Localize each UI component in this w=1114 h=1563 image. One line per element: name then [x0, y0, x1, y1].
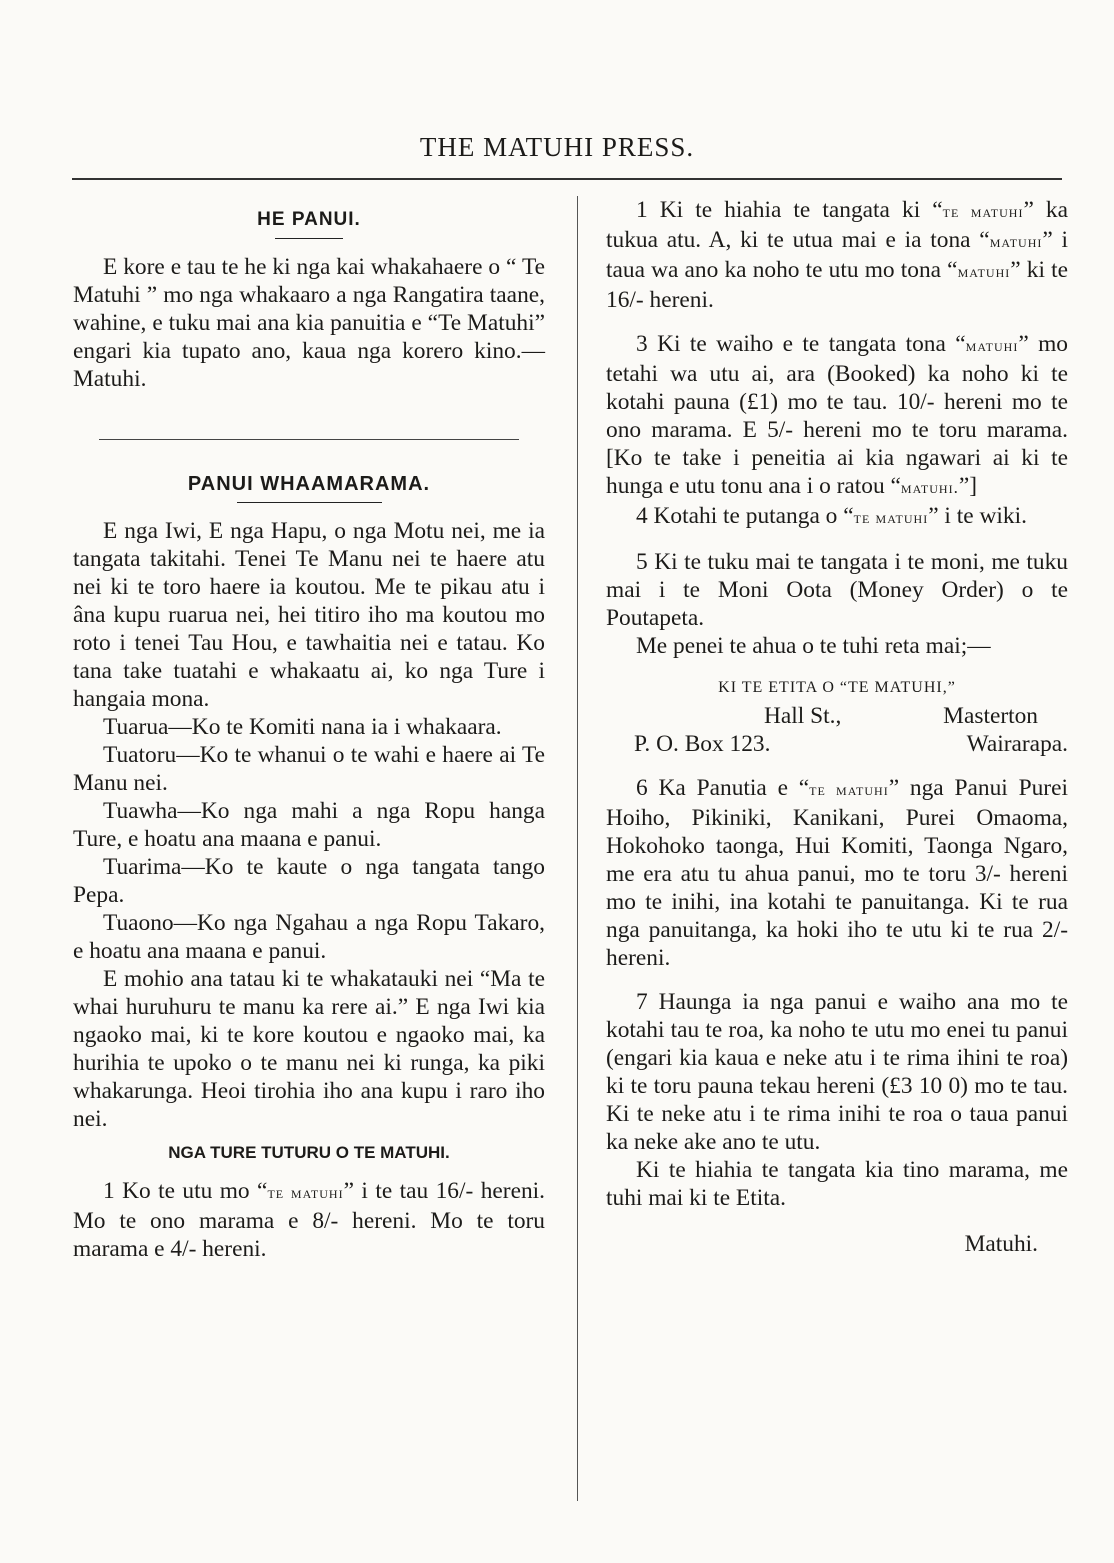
address-region: Wairarapa. — [966, 731, 1068, 757]
rule-r7-paragraph: 7 Haunga ia nga panui e waiho ana mo te kotahi tau te roa, ka noho te utu mo enei tu panui (engari kia kaua e neke atu i te rima ihini te roa) ki te toru pauna tekau hereni (£3 10 0) mo te tau. Ki te neke atu i te rima inihi te roa o taua panui ka neke ake ano te utu. — [606, 989, 1068, 1155]
rule-r4-paragraph — [606, 502, 1068, 532]
header-rule — [72, 178, 1062, 180]
list-item-tuatoru: Tuatoru—Ko te whanui o te wahi e haere ai Te Manu nei. — [73, 742, 545, 796]
rule-text: 3 Ki te waiho e te tangata tona “ — [636, 331, 966, 357]
rule-text: 4 Kotahi te putanga o “ — [636, 503, 854, 529]
paper-name: te matuhi — [942, 202, 1024, 221]
paper-name: matuhi — [965, 336, 1019, 355]
masthead-title: THE MATUHI PRESS. — [419, 132, 695, 162]
rule-text: ” i te wiki. — [928, 503, 1027, 529]
rule-text: ”] — [958, 473, 977, 499]
rule-text: ” ki te 16/- hereni. — [606, 257, 1068, 313]
rule-text: ” i te tau 16/- hereni. Mo te ono marama e 8/- hereni. Mo te toru marama e 4/- hereni. — [73, 1178, 546, 1262]
paper-name: te matuhi — [853, 508, 929, 527]
heading-underline — [237, 502, 382, 503]
rule-text: 1 Ki te hiahia te tangata ki “ — [636, 197, 943, 223]
address-town: Masterton — [943, 703, 1038, 729]
rule-r5-paragraph: 5 Ki te tuku mai te tangata i te moni, me tuku mai i te Moni Oota (Money Order) o te Poutapeta. — [606, 549, 1068, 631]
paper-name: te matuhi — [809, 780, 889, 799]
closing-paragraph: Ki te hiahia te tangata kia tino marama, me tuhi mai ki te Etita. — [606, 1157, 1068, 1211]
proverb-paragraph: E mohio ana tatau ki te whakatauki nei “Ma te whai huruhuru te manu ka rere ai.” E nga Iwi kia ngaoko mai, ki te kore koutou e ngaoko mai, ka hurihia te upoko o te manu nei ki runga, ka piki whakarunga. Heoi tirohia iho ana kupu i raro iho nei. — [73, 966, 545, 1132]
rule-r1-paragraph — [606, 196, 1068, 314]
paper-name: matuhi — [989, 232, 1043, 251]
list-item-tuawha: Tuawha—Ko nga mahi a nga Ropu hanga Ture, e hoatu ana maana e panui. — [73, 798, 545, 852]
list-item-tuaono: Tuaono—Ko nga Ngahau a nga Ropu Takaro, e hoatu ana maana e panui. — [73, 910, 545, 964]
notice-paragraph: E kore e tau te he ki nga kai whakahaere o “ Te Matuhi ” mo nga whakaaro a nga Rangatira taane, wahine, e tuku mai ana kia panuitia e “Te Matuhi” engari kia tupato ano, kaua nga korero kino.—Matuhi. — [73, 254, 545, 392]
rule-text: ” nga Panui Purei Hoiho, Pikiniki, Kanikani, Purei Omaoma, Hokohoko taonga, Hui Komiti, Taonga Ngaro, me era atu tu ahua panui, mo te toru 3/- hereni mo te inihi, ina kotahi te panuitanga. Ki te rua nga panuitanga, ka hoki iho te utu ki te rua 2/- hereni. — [606, 775, 1068, 971]
paper-name: matuhi — [957, 262, 1011, 281]
address-box: P. O. Box 123. — [634, 731, 771, 757]
rule-text: ” i taua wa ano ka noho te utu mo tona “ — [606, 227, 1068, 283]
heading-panui-whaamarama: PANUI WHAAMARAMA. — [187, 473, 431, 495]
intro-paragraph: E nga Iwi, E nga Hapu, o nga Motu nei, me ia tangata takitahi. Tenei Te Manu nei te haere atu nei ki te toro haere ia koutou. Me te pikau atu i âna kupu ruarua nei, hei titiro iho ma koutou mo roto i tenei Tau Hou, e tawhaitia nei e tatau. Ko tana take tuatahi e whakaatu ai, ko nga Ture i hangaia mona. — [73, 518, 545, 712]
heading-nga-ture: NGA TURE TUTURU O TE MATUHI. — [168, 1143, 450, 1162]
heading-underline — [275, 238, 343, 239]
letter-instruction: Me penei te ahua o te tuhi reta mai;— — [636, 633, 991, 659]
section-divider — [99, 439, 519, 440]
paper-name: te matuhi — [267, 1183, 344, 1202]
list-item-tuarima: Tuarima—Ko te kaute o nga tangata tango Pepa. — [73, 854, 545, 908]
address-row — [606, 730, 1068, 758]
right-column — [606, 196, 1068, 1258]
column-divider — [577, 196, 578, 1501]
address-row — [606, 702, 1068, 730]
rule-1-paragraph — [73, 1177, 545, 1263]
left-column — [73, 196, 545, 1263]
list-item-tuarua: Tuarua—Ko te Komiti nana ia i whakaara. — [103, 714, 502, 740]
signature: Matuhi. — [964, 1231, 1038, 1257]
rule-text: 6 Ka Panutia e “ — [636, 775, 810, 801]
rule-r3-paragraph — [606, 330, 1068, 502]
address-title: KI TE ETITA O “TE MATUHI,” — [718, 679, 956, 696]
paper-name: matuhi. — [900, 478, 959, 497]
rule-r6-paragraph — [606, 774, 1068, 972]
address-street: Hall St., — [764, 703, 842, 729]
rule-text: ” mo tetahi wa utu ai, ara (Booked) ka noho ki te kotahi pauna (£1) mo te tau. 10/- hereni mo te ono marama. E 5/- hereni mo te toru marama. [Ko te take i peneitia ai kia ngawari ai ki te hunga e utu tonu ana i o ratou “ — [606, 331, 1068, 499]
rule-text: ” ka tukua atu. A, ki te utua mai e ia tona “ — [606, 197, 1069, 253]
heading-he-panui: HE PANUI. — [257, 209, 361, 230]
rule-text: 1 Ko te utu mo “ — [103, 1178, 268, 1204]
